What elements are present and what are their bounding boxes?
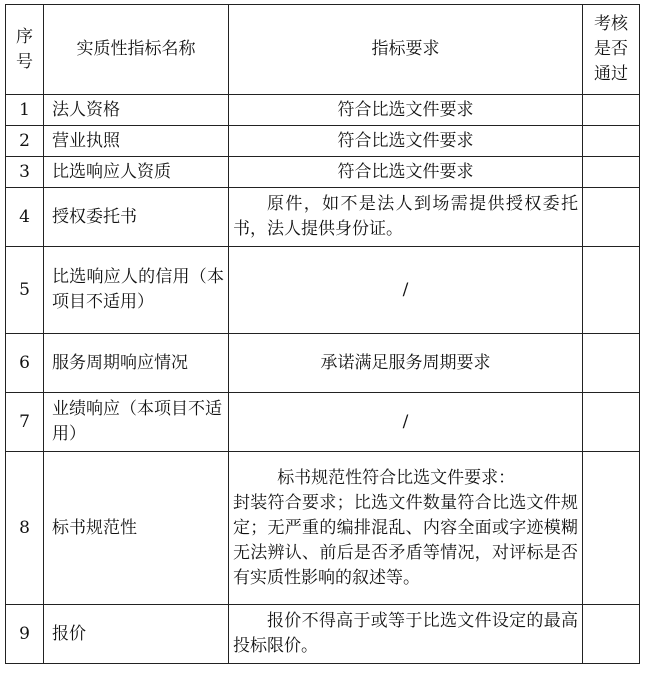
table-row: [6, 188, 640, 247]
header-pass: [583, 5, 640, 95]
row-number: 7: [6, 393, 44, 452]
table-row: [6, 393, 640, 452]
table-row: [6, 334, 640, 393]
row-pass-cell[interactable]: [583, 605, 640, 664]
row-pass-cell[interactable]: [583, 157, 640, 188]
row-requirement: /: [229, 247, 583, 334]
row-requirement: /: [229, 393, 583, 452]
table-row: [6, 452, 640, 605]
table-row: [6, 157, 640, 188]
header-number: [6, 5, 44, 95]
row-requirement-lead: 标书规范性符合比选文件要求：: [277, 467, 516, 488]
table-row: [6, 605, 640, 664]
row-number: 8: [6, 452, 44, 605]
header-number-line: 序: [16, 26, 33, 47]
row-pass-cell[interactable]: [583, 247, 640, 334]
header-number-line: 号: [16, 51, 33, 72]
row-requirement: 封装符合要求；比选文件数量符合比选文件规定；无严重的编排混乱、内容全面或字迹模糊无法辨认、前后是否矛盾等情况，对评标是否有实质性影响的叙述等。: [233, 492, 578, 588]
row-requirement: 符合比选文件要求: [229, 95, 583, 126]
row-requirement: 符合比选文件要求: [229, 157, 583, 188]
row-number: 2: [6, 126, 44, 157]
table-row: [6, 126, 640, 157]
row-indicator-name: 业绩响应（本项目不适用）: [44, 393, 229, 452]
row-indicator-name: 授权委托书: [44, 188, 229, 247]
row-pass-cell[interactable]: [583, 452, 640, 605]
row-indicator-name: 比选响应人资质: [44, 157, 229, 188]
criteria-table: [5, 4, 640, 664]
header-indicator-name: 实质性指标名称: [44, 5, 229, 95]
header-pass-line: 是否: [594, 39, 628, 59]
row-requirement: 报价不得高于或等于比选文件设定的最高投标限价。: [229, 605, 583, 664]
row-pass-cell[interactable]: [583, 188, 640, 247]
row-indicator-name: 标书规范性: [44, 452, 229, 605]
row-number: 5: [6, 247, 44, 334]
row-requirement: 原件，如不是法人到场需提供授权委托书，法人提供身份证。: [229, 188, 583, 247]
row-number: 6: [6, 334, 44, 393]
row-pass-cell[interactable]: [583, 393, 640, 452]
row-pass-cell[interactable]: [583, 126, 640, 157]
row-indicator-name: 法人资格: [44, 95, 229, 126]
row-indicator-name: 比选响应人的信用（本项目不适用）: [44, 247, 229, 334]
row-number: 1: [6, 95, 44, 126]
row-requirement: 符合比选文件要求: [229, 126, 583, 157]
row-indicator-name: 报价: [44, 605, 229, 664]
row-indicator-name: 营业执照: [44, 126, 229, 157]
row-number: 3: [6, 157, 44, 188]
header-requirement: 指标要求: [229, 5, 583, 95]
header-pass-line: 考核: [594, 14, 628, 34]
row-pass-cell[interactable]: [583, 334, 640, 393]
row-number: 9: [6, 605, 44, 664]
header-pass-line: 通过: [594, 64, 628, 84]
table-row: [6, 247, 640, 334]
row-requirement: 承诺满足服务周期要求: [229, 334, 583, 393]
header-row: [6, 5, 640, 95]
row-pass-cell[interactable]: [583, 95, 640, 126]
row-indicator-name: 服务周期响应情况: [44, 334, 229, 393]
table-row: [6, 95, 640, 126]
row-number: 4: [6, 188, 44, 247]
row-requirement-block: [229, 452, 583, 605]
